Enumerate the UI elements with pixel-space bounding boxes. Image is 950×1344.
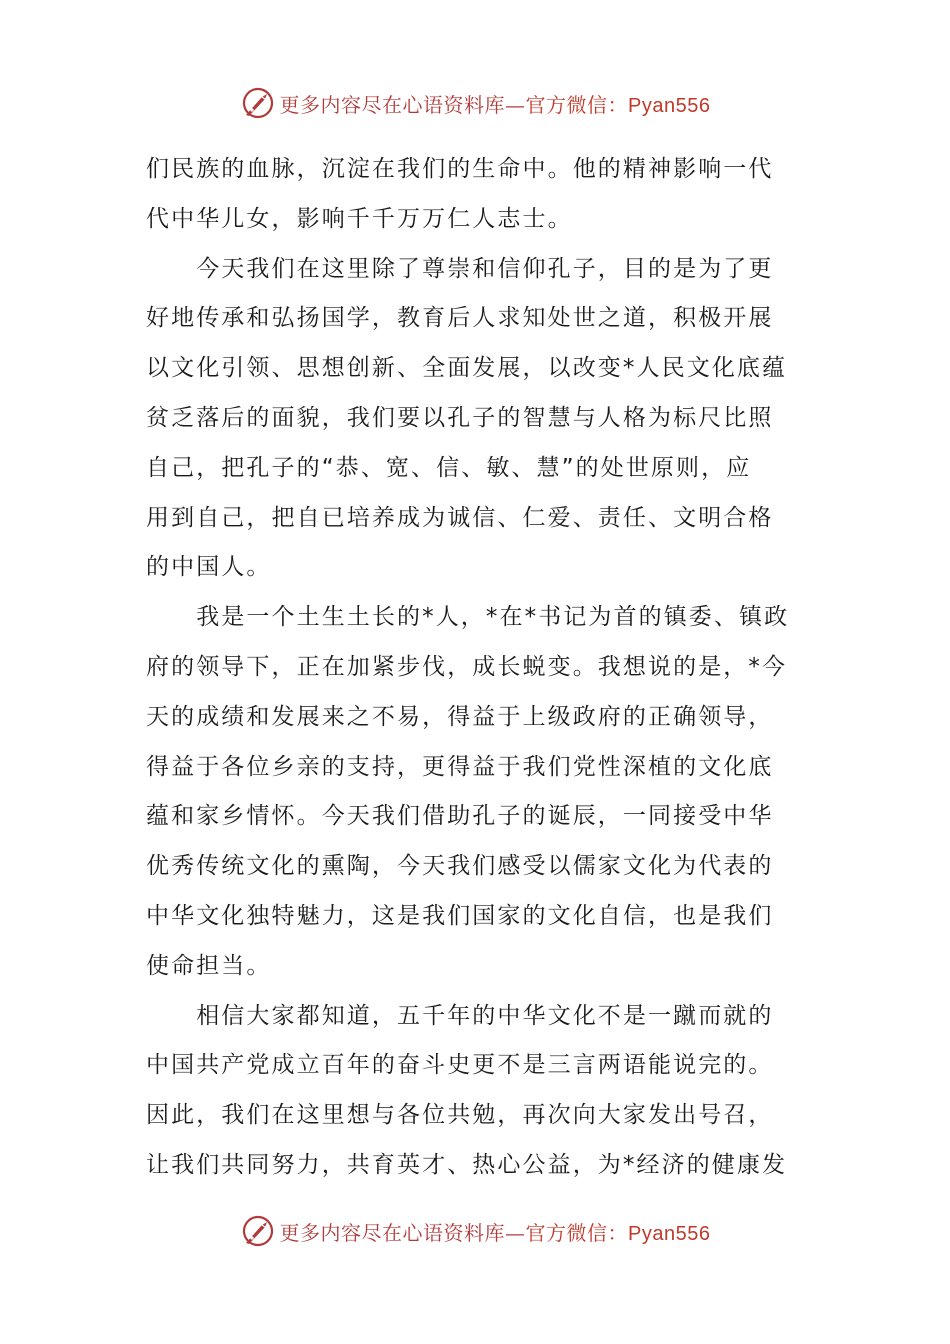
footer-banner-content (240, 1213, 711, 1249)
text-line: 相信大家都知道，五千年的中华文化不是一蹴而就的 (146, 1002, 774, 1029)
header-separator: — (505, 92, 526, 117)
text-line: 自己，把孔子的“恭、宽、信、敏、慧”的处世原则，应 (146, 454, 752, 481)
text-line: 贫乏落后的面貌，我们要以孔子的智慧与人格为标尺比照 (146, 404, 774, 431)
text-line: 天的成绩和发展来之不易，得益于上级政府的正确领导， (146, 703, 774, 730)
text-line: 让我们共同努力，共育英才、热心公益，为*经济的健康发 (146, 1151, 788, 1178)
header-site-text: 更多内容尽在心语资料库 (279, 92, 506, 117)
body-text (146, 145, 806, 1191)
footer-wechat-label: 官方微信： (525, 1220, 629, 1245)
text-line: 今天我们在这里除了尊崇和信仰孔子，目的是为了更 (146, 255, 774, 282)
header-banner-text (280, 89, 711, 118)
text-line: 们民族的血脉，沉淀在我们的生命中。他的精神影响一代 (146, 156, 774, 182)
header-account: Pyan556 (628, 94, 711, 117)
footer-banner (0, 1211, 950, 1251)
header-banner (0, 83, 950, 123)
text-line: 蕴和家乡情怀。今天我们借助孔子的诞辰，一同接受中华 (146, 803, 774, 830)
pen-nib-circle-icon (240, 85, 276, 121)
text-line: 中国共产党成立百年的奋斗史更不是三言两语能说完的。 (146, 1052, 774, 1079)
text-line: 以文化引领、思想创新、全面发展，以改变*人民文化底蕴 (146, 355, 788, 382)
header-banner-content (240, 85, 711, 121)
text-line: 好地传承和弘扬国学，教育后人求知处世之道，积极开展 (146, 305, 774, 332)
pen-nib-circle-icon (240, 1213, 276, 1249)
text-line: 因此，我们在这里想与各位共勉，再次向大家发出号召， (146, 1102, 774, 1129)
footer-banner-text (280, 1217, 711, 1246)
header-wechat-label: 官方微信： (525, 92, 629, 117)
footer-separator: — (505, 1220, 526, 1245)
text-line: 我是一个土生土长的*人，*在*书记为首的镇委、镇政 (146, 604, 790, 631)
text-line: 优秀传统文化的熏陶，今天我们感受以儒家文化为代表的 (146, 853, 774, 880)
text-line: 府的领导下，正在加紧步伐，成长蜕变。我想说的是，*今 (146, 653, 788, 680)
text-line: 使命担当。 (146, 952, 272, 979)
text-line: 的中国人。 (146, 554, 272, 581)
text-line: 中华文化独特魅力，这是我们国家的文化自信，也是我们 (146, 902, 774, 929)
text-line: 代中华儿女，影响千千万万仁人志士。 (146, 205, 573, 232)
footer-site-text: 更多内容尽在心语资料库 (279, 1220, 506, 1245)
text-line: 得益于各位乡亲的支持，更得益于我们党性深植的文化底 (146, 753, 774, 780)
text-line: 用到自己，把自已培养成为诚信、仁爱、责任、文明合格 (146, 504, 774, 531)
footer-account: Pyan556 (628, 1222, 711, 1245)
